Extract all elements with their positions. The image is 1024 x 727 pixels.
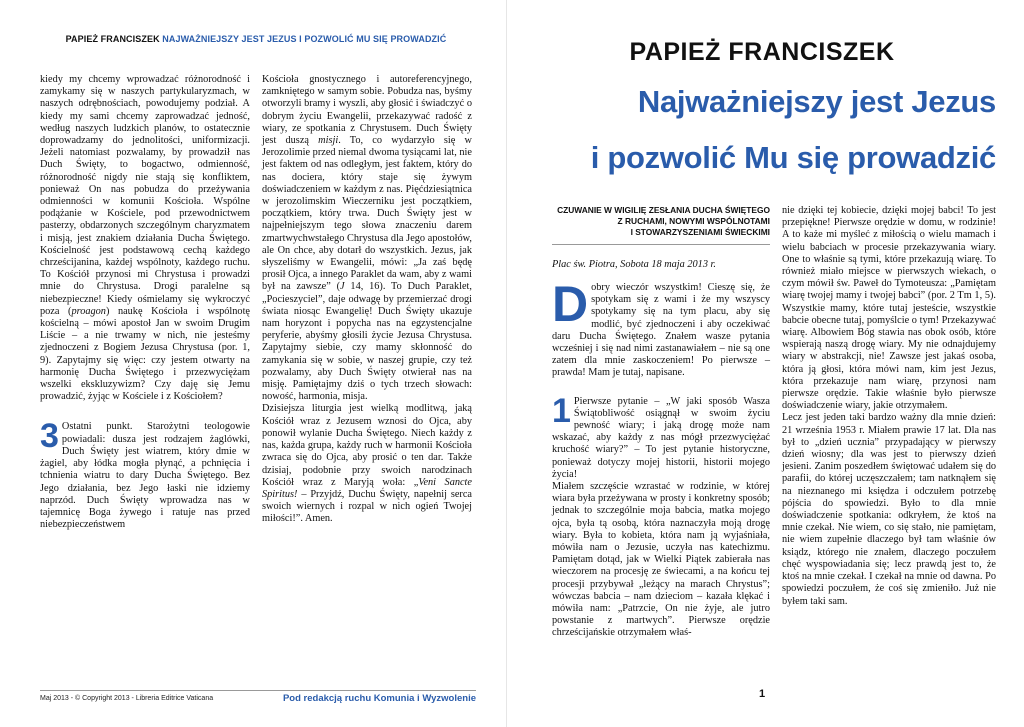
paragraph: Miałem szczęście wzrastać w rodzinie, w której wiara była przeżywana w prosty i konkretny sposób; jednak to szczególnie moja babcia, matka mojego ojca, była tą osobą, która naznaczyła moją drogę wiary. Była to kobieta, która nam ją wyjaśniała, mówiła nam o Jezusie, uczyła nas katechizmu. Pamiętam dotąd, jak w Wielki Piątek zabierała nas wieczorem na procesję ze świecami, a na końcu tej procesji przybywał „leżący na marach Chrystus”; wówczas babcia – nam dzieciom – kazała klękać i mówiła nam: „Patrzcie, On nie żyje, ale jutro powstanie z martwych”. Pierwsze orędzie chrześcijańskie otrzymałem właś- — [552, 481, 770, 639]
running-head — [0, 34, 512, 44]
page-number: 1 — [759, 688, 766, 700]
left-page — [0, 0, 500, 727]
place-date: Plac św. Piotra, Sobota 18 maja 2013 r. — [552, 259, 716, 270]
paragraph-section-3 — [40, 417, 250, 531]
paragraph — [262, 74, 472, 403]
text-run: Ostatni punkt. Starożytni teologowie powiadali: dusza jest rodzajem żaglówki, Duch Święty jest wiatrem, który dmie w żagiel, aby łódka mogła płynąć, a pchnięcia i tchnienia wiatru to dary Ducha Świętego. Bez Jego działania, bez Jego łaski nie idziemy naprzód. Duch Święty wprowadza nas w tajemnicę Boga żywego i ratuje nas przed niebezpieczeństwem — [40, 421, 250, 531]
text-run: – Przyjdź, Duchu Święty, napełnij serca swoich wiernych i rozpal w nich ogień Twojej miłości!”. Amen. — [262, 488, 472, 525]
subheading-line: CZUWANIE W WIGILIĘ ZESŁANIA DUCHA ŚWIĘTEGO — [557, 205, 770, 215]
article-title-line-1: Najważniejszy jest Jezus — [637, 84, 996, 119]
section-number: 3 — [40, 417, 59, 456]
editor-credit: Pod redakcją ruchu Komunia i Wyzwolenie — [282, 693, 476, 704]
text-run: 14, 16). To Duch Paraklet, „Pocieszyciel”, daje odwagę by przemierzać drogi świata niosąc Ewangelię! Duch Święty ukazuje nam horyzont i popycha nas na egzystencjalne peryferie, abyśmy głosili życie Jezusa Chrystusa. Zapytajmy siebie, czy mamy skłonność do zamykania się w sobie, w naszej grupie, czy też pozwalamy, aby Duch Święty otwierał nas na misję. Pamiętajmy dziś o tych trzech słowach: nowość, harmonia, misja. — [262, 281, 472, 403]
text-run: Kościoła gnostycznego i autoreferencyjnego, zamkniętego w samym sobie. Pobudza nas, byśmy otworzyli bramy i wyszli, aby głosić i świadczyć o dobrym życiu Ewangelii, przekazywać radość z wiary, ze spotkania z Chrystusem. Duch Święty jest duszą — [262, 74, 472, 147]
paragraph: nie dzięki tej kobiecie, dzięki mojej babci! To jest przepiękne! Pierwsze orędzie w domu, w rodzinie! A to każe mi myśleć z miłością o wielu mamach i wielu babciach w procesie przekazywania wiary. One to właśnie są tymi, które przekazują wiarę. To również miało miejsce w pierwszych wiekach, o czym mówił św. Paweł do Tymoteusza: „Pamiętam wiarę twojej mamy i twojej babci” (por. 2 Tm 1, 5). Wszystkie mamy, które tutaj jesteście, wszystkie babcie obecne tutaj, pomyślcie o tym! Przekazywać wiarę. Albowiem Bóg stawia nas obok osób, które wspierają naszą drogę wiary. My nie odnajdujemy wiary w abstrakcji, nie! Zawsze jest jakaś osoba, która ją głosi, która mówi nam, kim jest Jezus, która przekazuje nam wiarę, przynosi nam pierwsze orędzie. Takie właśnie było pierwsze doświadczenie wiary, jakie otrzymałem. — [782, 205, 996, 412]
italic-term: misji — [318, 135, 339, 147]
right-page — [512, 0, 1024, 727]
article-author: PAPIEŻ FRANCISZEK — [629, 38, 895, 66]
text-run: Dzisiejsza liturgia jest wielką modlitwą, jaką Kościół wraz z Jezusem wznosi do Ojca, aby ponowił wylanie Ducha Świętego. Niech każdy z nas, każda grupa, każdy ruch w harmonii Kościoła zwraca się do Ojca, aby prosić o ten dar. Także dzisiaj, podobnie przy swoich narodzinach Kościół wraz z Maryją woła: „ — [262, 403, 472, 488]
paragraph — [262, 403, 472, 525]
event-subheading — [552, 205, 770, 245]
drop-cap: D — [552, 276, 589, 332]
text-run: ) naukę Kościoła i wspólnotę kościelną – mówi apostoł Jan w swoim Drugim Liście – a nie trwamy w nich, nie jesteśmy zjednoczeni z Bogiem Jezusa Chrystusa (por. 1, 9). Zapytajmy się więc: czy jestem otwarty na harmonię Ducha Świętego i przezwyciężam wszelki ekskluzywizm? Czy daję się Jemu prowadzić, żyjąc w Kościele i z Kościołem? — [40, 305, 250, 403]
running-head-title: NAJWAŻNIEJSZY JEST JEZUS I POZWOLIĆ MU SIĘ PROWADZIĆ — [162, 34, 447, 44]
text-run: kiedy my chcemy wprowadzać różnorodność i zamykamy się w naszych partykularyzmach, w naszych odrębnościach, powodujemy podział. A kiedy my sami chcemy zaprowadzać jedność, według naszych ludzkich planów, to ostatecznie doprowadzamy do jednolitości, uniformizacji. Jeżeli natomiast pozwalamy, by prowadził nas Duch Święty, to bogactwo, odmienność, różnorodność nigdy nie stają się konfliktem, ponieważ On nas pobudza do przeżywania odmienności w komunii Kościoła. Wspólne podążanie w Kościele, pod przewodnictwem pasterzy, obdarzonych szczególnym charyzmatem i misją, jest znakiem działania Ducha Świętego. Kościelność jest podstawową cechą każdego chrześcijanina, każdej wspólnoty, każdego ruchu. To Kościół przynosi mi Chrystusa i prowadzi mnie do Chrystusa. Drogi paralelne są niebezpieczne! Kiedy ośmielamy się wykroczyć poza ( — [40, 74, 250, 317]
left-column-2 — [262, 74, 472, 614]
paragraph-question-1 — [552, 391, 770, 481]
copyright-note: Maj 2013 - © Copyright 2013 - Libreria Editrice Vaticana — [40, 695, 214, 702]
right-column-1 — [552, 276, 770, 700]
text-run: obry wieczór wszystkim! Cieszę się, że spotykam się z wami i że my wszyscy spotykamy się na tym placu, aby się modlić, być zjednoczeni i aby oczekiwać daru Ducha Świętego. Znałem wasze pytania wcześniej i się nad nimi zastanawiałem – nie są one zatem dla mnie zaskoczeniem! Po pierwsze – prawda! Mam je tutaj, napisane. — [552, 282, 770, 379]
running-head-author: PAPIEŻ FRANCISZEK — [65, 34, 160, 44]
paragraph — [40, 74, 250, 403]
italic-term: Veni Sancte Spiritus! — [262, 476, 472, 500]
subheading-line: I STOWARZYSZENIAMI ŚWIECKIMI — [630, 227, 770, 237]
subheading-line: Z RUCHAMI, NOWYMI WSPÓLNOTAMI — [617, 216, 770, 226]
scripture-ref: J — [340, 281, 345, 293]
opening-paragraph — [552, 276, 770, 380]
article-title-line-2: i pozwolić Mu się prowadzić — [590, 140, 996, 175]
gutter-divider — [506, 0, 507, 727]
left-column-1 — [40, 74, 250, 614]
question-number: 1 — [552, 391, 571, 430]
text-run: Pierwsze pytanie – „W jaki sposób Wasza Świątobliwość osiągnął w swoim życiu pewność wiary; i jaką drogę może nam wskazać, aby każdy z nas mógł przezwyciężać kruchość wiary?” – To jest pytanie historyczne, ponieważ dotyczy mojej historii, historii mojego życia! — [552, 395, 770, 480]
italic-term: proagon — [71, 305, 106, 317]
paragraph: Lecz jest jeden taki bardzo ważny dla mnie dzień: 21 września 1953 r. Miałem prawie 17 lat. Dla nas był to „dzień ucznia” przypadający w pierwszy dzień wiosny; dla was jest to pierwszy dzień jesieni. Zanim poszedłem świętować udałem się do parafii, do której uczęszczałem; tam natknąłem się na nieznanego mi księdza i odczułem potrzebę pójścia do spowiedzi. Było to dla mnie doświadczenie spotkania: odkryłem, że ktoś na mnie czekał. Nie wiem, co się stało, nie pamiętam, nie wiem zupełnie dlaczego był tam właśnie ów ksiądz, którego nie znałem, dlaczego poczułem chęć wyspowiadania się; lecz prawdą jest to, że ktoś na mnie czekał. I czekał na mnie od dawna. Po spowiedzi poczułem, że coś się zmieniło. Już nie byłem taki sam. — [782, 412, 996, 607]
right-column-2 — [782, 205, 996, 700]
text-run: . To, co wydarzyło się w Jerozolimie przed niemal dwoma tysiącami lat, nie jest faktem od nas odległym, jest faktem, który do nas dociera, który staje się żywym doświadczeniem w każdym z nas. Pięćdziesiątnica w jerozolimskim Wieczerniku jest początkiem, początkiem, który trwa. Duch Święty jest w najpełniejszym tego słowa znaczeniu darem zmartwychwstałego Chrystusa dla Jego apostołów, ale On chce, aby dotarł do wszystkich. Jezus, jak słyszeliśmy w Ewangelii, mówi: „Ja zaś będę prosił Ojca, a innego Paraklet da wam, aby z wami był na zawsze” ( — [262, 135, 472, 293]
left-footer — [40, 690, 476, 707]
